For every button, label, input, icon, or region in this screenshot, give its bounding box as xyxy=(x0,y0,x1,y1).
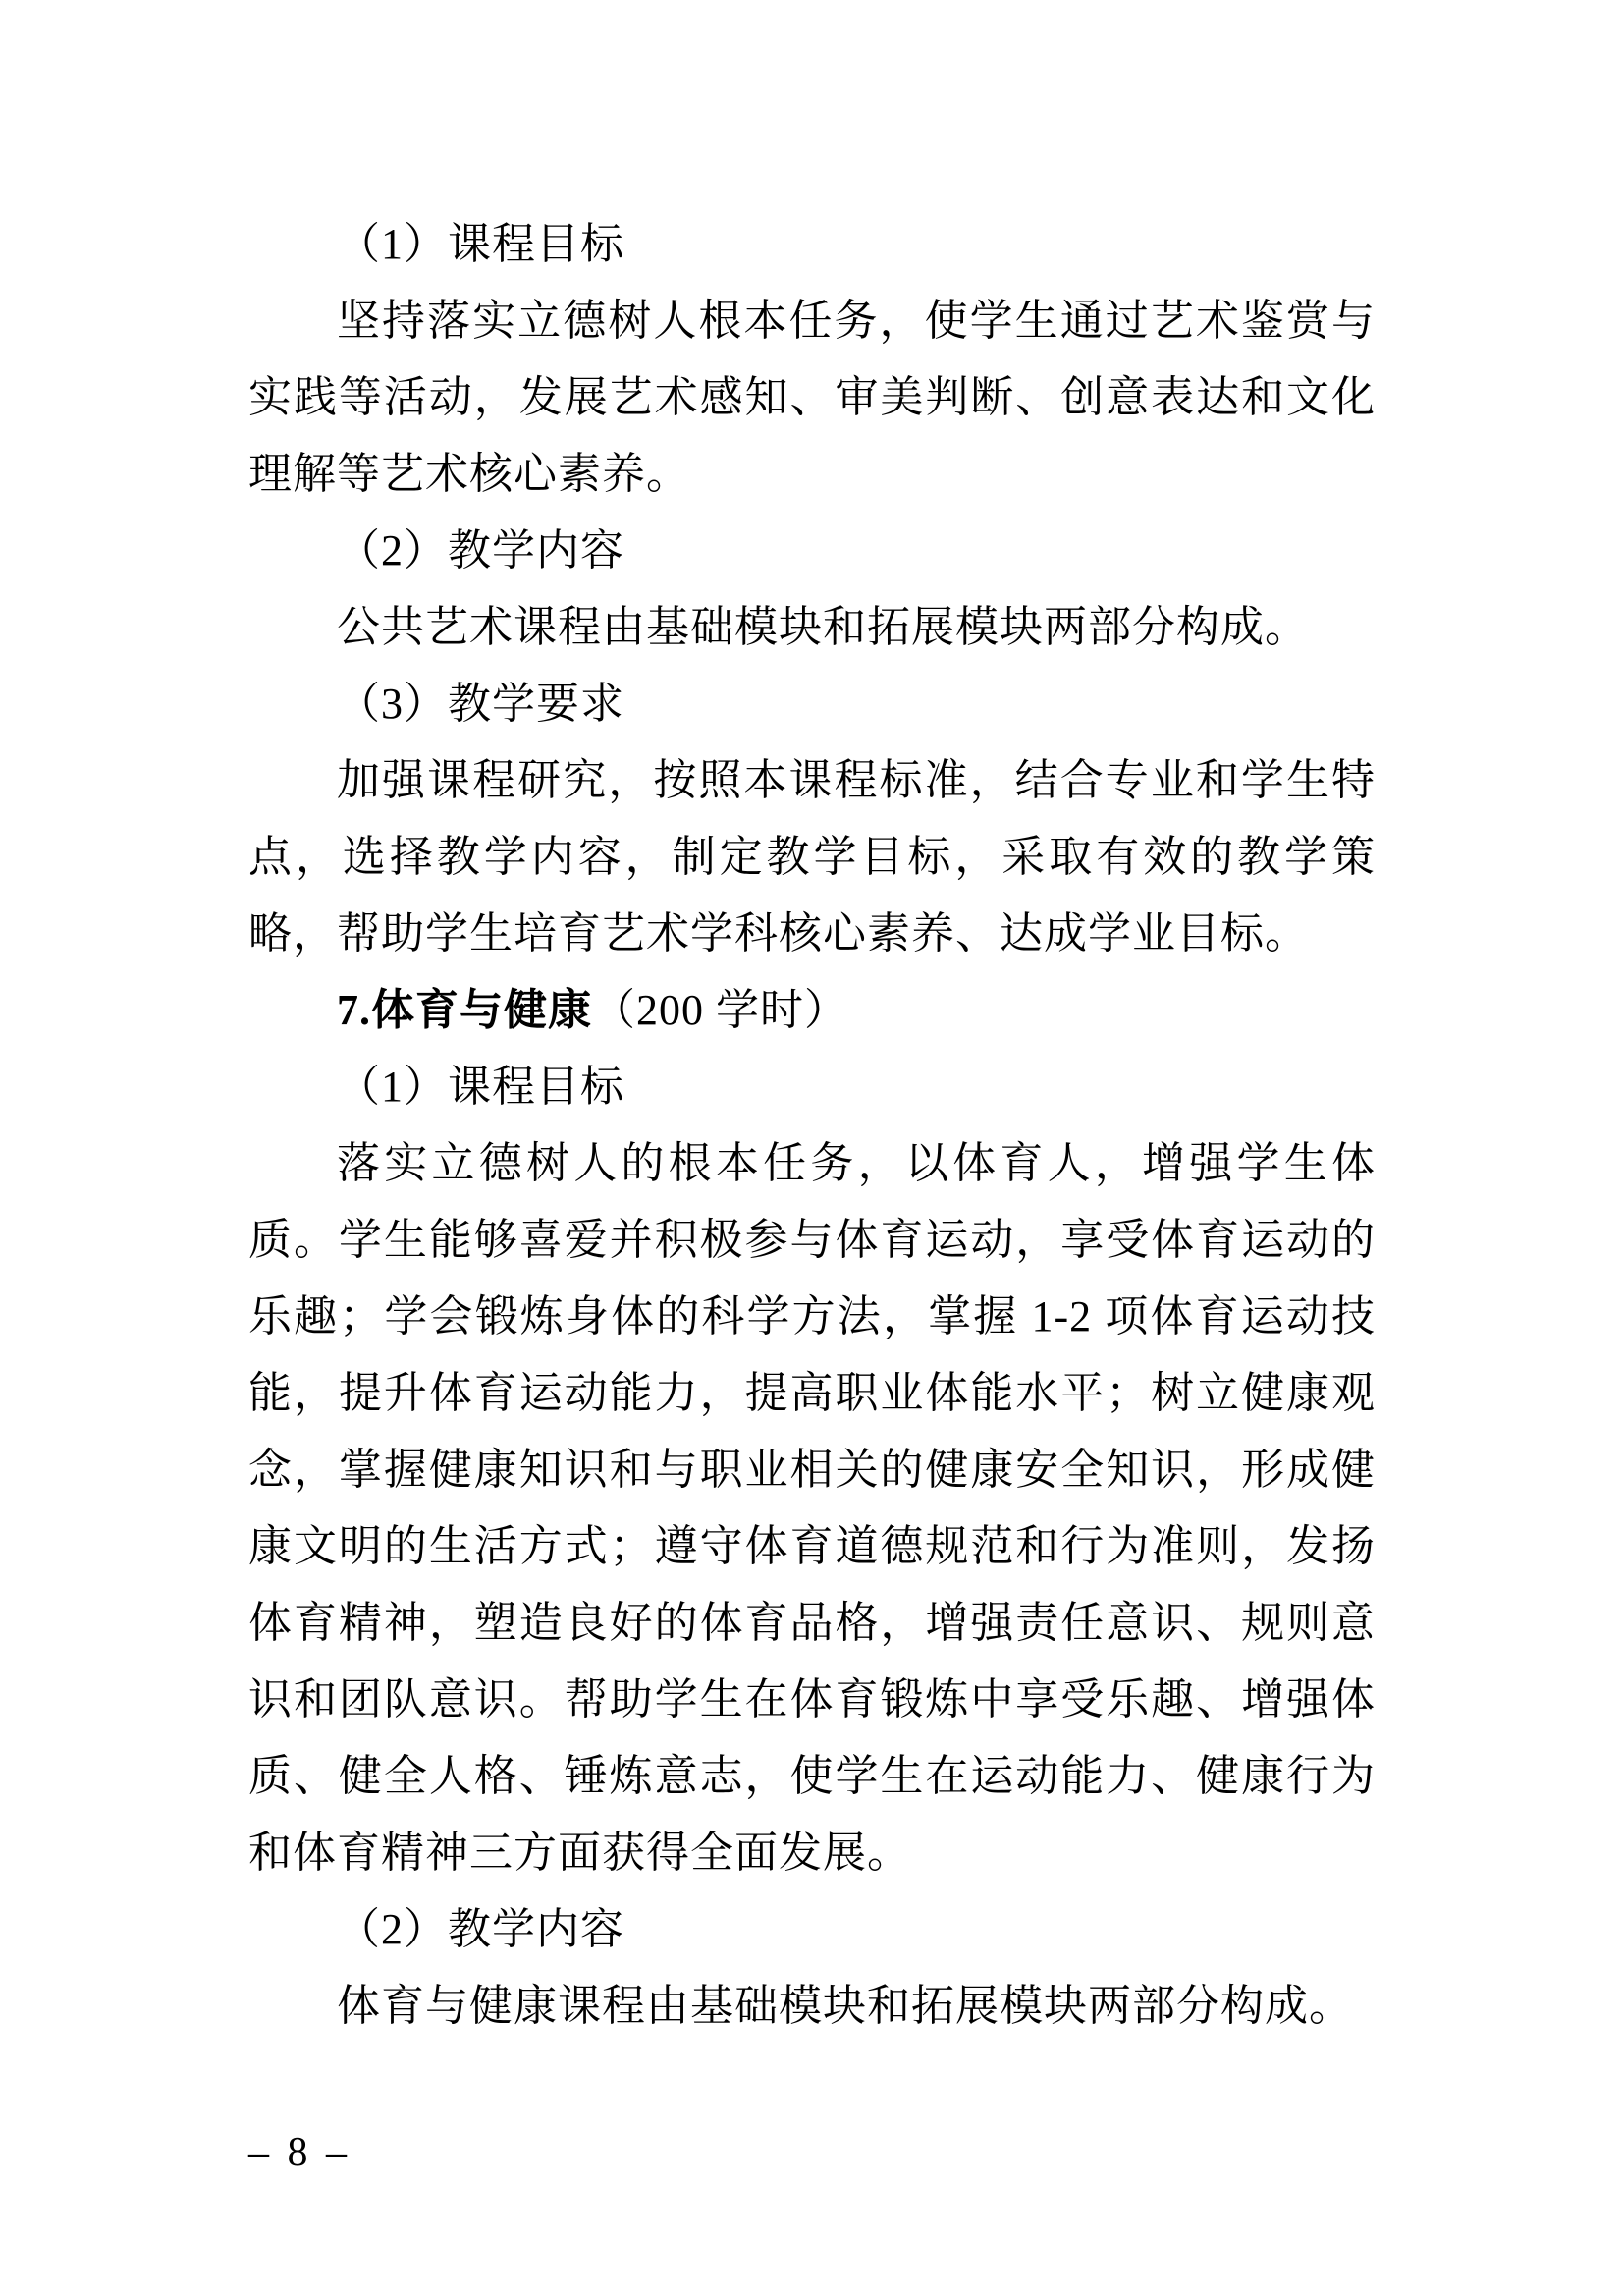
paragraph-art-content: 公共艺术课程由基础模块和拓展模块两部分构成。 xyxy=(337,603,1309,651)
paragraph-art-goals: 坚持落实立德树人根本任务，使学生通过艺术鉴赏与实践等活动，发展艺术感知、审美判断、创意表达和文化理解等艺术核心素养。 xyxy=(248,297,1376,498)
section-label-pe-content: （2）教学内容 xyxy=(337,1905,624,1953)
paragraph-pe-goals: 落实立德树人的根本任务，以体育人，增强学生体质。学生能够喜爱并积极参与体育运动，享受体育运动的乐趣；学会锻炼身体的科学方法，掌握 1-2 项体育运动技能，提升体育运动能力，提高职业体能水平；树立健康观念，掌握健康知识和与职业相关的健康安全知识，形成健康文明的生活方式；遵守体育道德规范和行为准则，发扬体育精神，塑造良好的体育品格，增强责任意识、规则意识和团队意识。帮助学生在体育锻炼中享受乐趣、增强体质、健全人格、锤炼意志，使学生在运动能力、健康行为和体育精神三方面获得全面发展。 xyxy=(248,1139,1376,1877)
text-block xyxy=(248,206,1376,2045)
paragraph-art-requirements: 加强课程研究，按照本课程标准，结合专业和学生特点，选择教学内容，制定教学目标，采取有效的教学策略，帮助学生培育艺术学科核心素养、达成学业目标。 xyxy=(248,756,1376,957)
section-label-art-requirements: （3）教学要求 xyxy=(337,680,624,728)
section-heading-pe-health xyxy=(248,972,1376,1049)
page-number: – 8 – xyxy=(248,2130,351,2175)
section-label-art-content: （2）教学内容 xyxy=(337,526,624,574)
heading-class-hours: （200 学时） xyxy=(592,986,848,1034)
paragraph-pe-content: 体育与健康课程由基础模块和拓展模块两部分构成。 xyxy=(337,1982,1353,2030)
heading-number-title: 7.体育与健康 xyxy=(337,986,592,1034)
section-label-art-goals: （1）课程目标 xyxy=(337,220,624,268)
section-label-pe-goals: （1）课程目标 xyxy=(337,1063,624,1111)
